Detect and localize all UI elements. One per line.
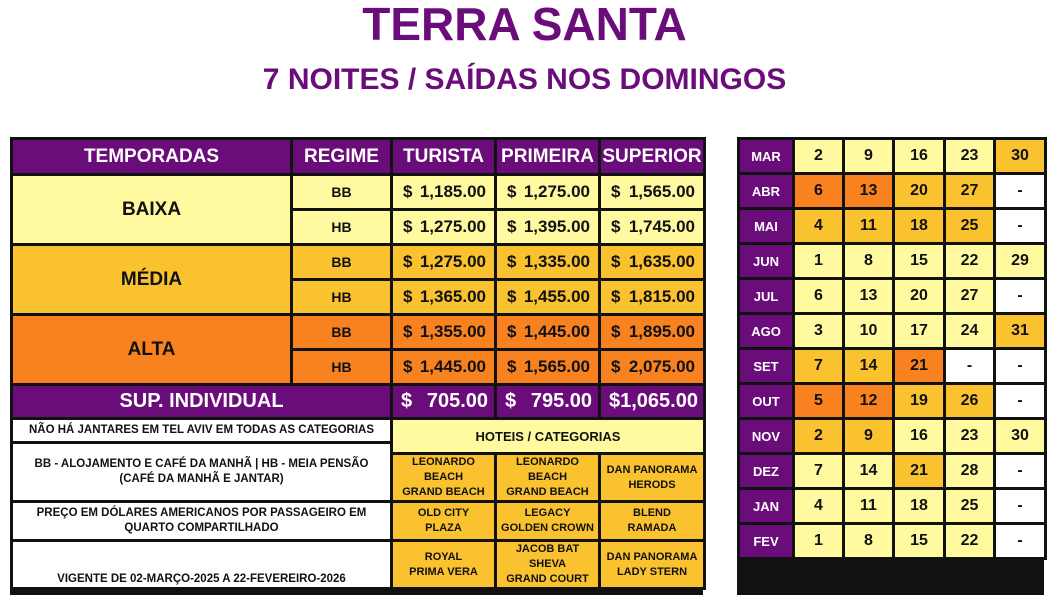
currency-symbol: $ [507, 287, 517, 306]
calendar-day: 11 [844, 489, 894, 524]
price-cell [496, 210, 600, 245]
calendar-day: 3 [794, 314, 844, 349]
currency-symbol: $ [403, 287, 413, 306]
calendar-day: - [995, 349, 1046, 384]
currency-symbol: $ [507, 217, 517, 236]
calendar-row [739, 524, 1046, 559]
calendar-day: 8 [844, 524, 894, 559]
calendar-month: JUL [739, 279, 794, 314]
calendar-row [739, 139, 1046, 174]
price-cell [600, 280, 705, 315]
calendar-month: DEZ [739, 454, 794, 489]
calendar-day: 20 [894, 279, 945, 314]
price-cell [600, 175, 705, 210]
hotel-cell: LEONARDO BEACH GRAND BEACH [392, 454, 496, 502]
regime-cell: BB [292, 175, 392, 210]
price-row [12, 175, 705, 210]
calendar-month: JUN [739, 244, 794, 279]
calendar-day: 24 [945, 314, 995, 349]
price-value: 1,565.00 [628, 182, 695, 201]
note-no-dinner: NÃO HÁ JANTARES EM TEL AVIV EM TODAS AS CATEGORIAS [12, 419, 392, 443]
calendar-day: 28 [945, 454, 995, 489]
departure-calendar [737, 137, 1044, 595]
col-header-temporadas: TEMPORADAS [12, 139, 292, 175]
calendar-day: 22 [945, 244, 995, 279]
single-supplement-row [12, 385, 705, 419]
currency-symbol: $ [507, 182, 517, 201]
price-cell [496, 315, 600, 350]
price-cell [496, 280, 600, 315]
calendar-month: OUT [739, 384, 794, 419]
calendar-day: - [995, 454, 1046, 489]
note-validity: VIGENTE DE 02-MARÇO-2025 A 22-FEVEREIRO-2026 [12, 541, 392, 589]
price-cell [392, 280, 496, 315]
calendar-day: 5 [794, 384, 844, 419]
currency-symbol: $ [403, 182, 413, 201]
note-price-info: PREÇO EM DÓLARES AMERICANOS POR PASSAGEIRO EM QUARTO COMPARTILHADO [12, 502, 392, 541]
calendar-day: 18 [894, 489, 945, 524]
calendar-day: - [995, 279, 1046, 314]
calendar-day: 6 [794, 174, 844, 209]
hotel-cell: OLD CITY PLAZA [392, 502, 496, 541]
calendar-day: 9 [844, 139, 894, 174]
calendar-day: 25 [945, 209, 995, 244]
currency-symbol: $ [611, 287, 621, 306]
calendar-day: - [995, 209, 1046, 244]
price-cell [392, 350, 496, 385]
price-row [12, 315, 705, 350]
calendar-row [739, 314, 1046, 349]
price-value: 1,895.00 [628, 322, 695, 341]
calendar-day: 16 [894, 419, 945, 454]
calendar-day: 13 [844, 279, 894, 314]
price-value: 1,365.00 [419, 287, 486, 306]
calendar-day: 2 [794, 139, 844, 174]
calendar-row [739, 279, 1046, 314]
currency-symbol: $ [611, 357, 621, 376]
single-supplement-price: $ 1,065.00 [600, 385, 705, 419]
calendar-day: 4 [794, 489, 844, 524]
calendar-day: 7 [794, 454, 844, 489]
calendar-row [739, 454, 1046, 489]
hotel-cell: JACOB BAT SHEVA GRAND COURT [496, 541, 600, 589]
page-subtitle: 7 NOITES / SAÍDAS NOS DOMINGOS [262, 63, 787, 96]
col-header-superior: SUPERIOR [600, 139, 705, 175]
calendar-day: 1 [794, 244, 844, 279]
calendar-day: 31 [995, 314, 1046, 349]
calendar-day: 20 [894, 174, 945, 209]
calendar-day: 1 [794, 524, 844, 559]
calendar-day: 27 [945, 279, 995, 314]
regime-cell: HB [292, 280, 392, 315]
season-name: BAIXA [12, 175, 292, 245]
currency-symbol: $ [611, 182, 621, 201]
currency-symbol: $ [507, 357, 517, 376]
price-value: 1,275.00 [419, 217, 486, 236]
col-header-regime: REGIME [292, 139, 392, 175]
hotel-cell: DAN PANORAMA LADY STERN [600, 541, 705, 589]
price-cell [600, 210, 705, 245]
calendar-day: 19 [894, 384, 945, 419]
col-header-primeira: PRIMEIRA [496, 139, 600, 175]
calendar-day: 30 [995, 139, 1046, 174]
price-value: 1,395.00 [523, 217, 590, 236]
price-value: 1,445.00 [523, 322, 590, 341]
calendar-day: - [995, 524, 1046, 559]
season-name: ALTA [12, 315, 292, 385]
calendar-day: 9 [844, 419, 894, 454]
calendar-month: MAI [739, 209, 794, 244]
calendar-row [739, 244, 1046, 279]
page-title: TERRA SANTA [362, 0, 687, 50]
calendar-row [739, 174, 1046, 209]
currency-symbol: $ [611, 252, 621, 271]
calendar-day: 11 [844, 209, 894, 244]
price-cell [392, 315, 496, 350]
calendar-day: 23 [945, 419, 995, 454]
col-header-turista: TURISTA [392, 139, 496, 175]
regime-cell: HB [292, 350, 392, 385]
calendar-day: 23 [945, 139, 995, 174]
hotel-cell: LEGACY GOLDEN CROWN [496, 502, 600, 541]
price-value: 1,355.00 [419, 322, 486, 341]
calendar-row [739, 419, 1046, 454]
single-supplement-label: SUP. INDIVIDUAL [12, 385, 392, 419]
calendar-day: 13 [844, 174, 894, 209]
calendar-day: 18 [894, 209, 945, 244]
calendar-row [739, 489, 1046, 524]
currency-symbol: $ [507, 252, 517, 271]
calendar-month: JAN [739, 489, 794, 524]
price-cell [496, 175, 600, 210]
calendar-day: - [995, 384, 1046, 419]
price-value: 1,335.00 [523, 252, 590, 271]
calendar-day: 16 [894, 139, 945, 174]
calendar-day: 6 [794, 279, 844, 314]
calendar-day: 17 [894, 314, 945, 349]
price-cell [600, 315, 705, 350]
price-row [12, 245, 705, 280]
calendar-day: 21 [894, 349, 945, 384]
price-cell [496, 245, 600, 280]
price-value: 1,745.00 [628, 217, 695, 236]
hotels-header: HOTEIS / CATEGORIAS [392, 419, 705, 454]
price-value: 1,635.00 [628, 252, 695, 271]
price-cell [600, 245, 705, 280]
single-supplement-price: $ 705.00 [392, 385, 496, 419]
calendar-day: 15 [894, 244, 945, 279]
calendar-row [739, 349, 1046, 384]
currency-symbol: $ [403, 322, 413, 341]
regime-cell: HB [292, 210, 392, 245]
price-cell [392, 245, 496, 280]
calendar-month: SET [739, 349, 794, 384]
price-value: 1,185.00 [419, 182, 486, 201]
calendar-day: 7 [794, 349, 844, 384]
price-value: 1,275.00 [523, 182, 590, 201]
calendar-day: 2 [794, 419, 844, 454]
price-cell [392, 175, 496, 210]
note-regime: BB - ALOJAMENTO E CAFÉ DA MANHÃ | HB - MEIA PENSÃO (CAFÉ DA MANHÃ E JANTAR) [12, 443, 392, 502]
calendar-day: 30 [995, 419, 1046, 454]
currency-symbol: $ [507, 322, 517, 341]
calendar-day: 21 [894, 454, 945, 489]
currency-symbol: $ [611, 217, 621, 236]
calendar-row [739, 384, 1046, 419]
currency-symbol: $ [401, 390, 413, 412]
currency-symbol: $ [403, 357, 413, 376]
calendar-day: 12 [844, 384, 894, 419]
price-cell [600, 350, 705, 385]
currency-symbol: $ [403, 252, 413, 271]
price-cell [392, 210, 496, 245]
calendar-day: 4 [794, 209, 844, 244]
season-name: MÉDIA [12, 245, 292, 315]
calendar-month: AGO [739, 314, 794, 349]
calendar-day: 29 [995, 244, 1046, 279]
price-value: 1,565.00 [523, 357, 590, 376]
calendar-day: 26 [945, 384, 995, 419]
calendar-month: ABR [739, 174, 794, 209]
price-value: 1,275.00 [419, 252, 486, 271]
calendar-day: 14 [844, 349, 894, 384]
price-value: 1,455.00 [523, 287, 590, 306]
hotel-cell: ROYAL PRIMA VERA [392, 541, 496, 589]
calendar-day: 8 [844, 244, 894, 279]
calendar-day: - [995, 174, 1046, 209]
price-table-header [12, 139, 705, 175]
price-value: 1,445.00 [419, 357, 486, 376]
single-supplement-price: $ 795.00 [496, 385, 600, 419]
calendar-day: 22 [945, 524, 995, 559]
calendar-day: 25 [945, 489, 995, 524]
calendar-month: NOV [739, 419, 794, 454]
calendar-day: 14 [844, 454, 894, 489]
regime-cell: BB [292, 315, 392, 350]
hotel-cell: DAN PANORAMA HERODS [600, 454, 705, 502]
calendar-day: 10 [844, 314, 894, 349]
price-table [10, 137, 703, 595]
calendar-month: FEV [739, 524, 794, 559]
price-value: 1,815.00 [628, 287, 695, 306]
calendar-day: - [995, 489, 1046, 524]
calendar-day: - [945, 349, 995, 384]
calendar-day: 15 [894, 524, 945, 559]
price-cell [496, 350, 600, 385]
calendar-row [739, 209, 1046, 244]
currency-symbol: $ [505, 390, 517, 412]
currency-symbol: $ [611, 322, 621, 341]
hotel-cell: BLEND RAMADA [600, 502, 705, 541]
calendar-day: 27 [945, 174, 995, 209]
currency-symbol: $ [609, 390, 621, 412]
regime-cell: BB [292, 245, 392, 280]
currency-symbol: $ [403, 217, 413, 236]
calendar-month: MAR [739, 139, 794, 174]
price-value: 2,075.00 [628, 357, 695, 376]
hotel-cell: LEONARDO BEACH GRAND BEACH [496, 454, 600, 502]
